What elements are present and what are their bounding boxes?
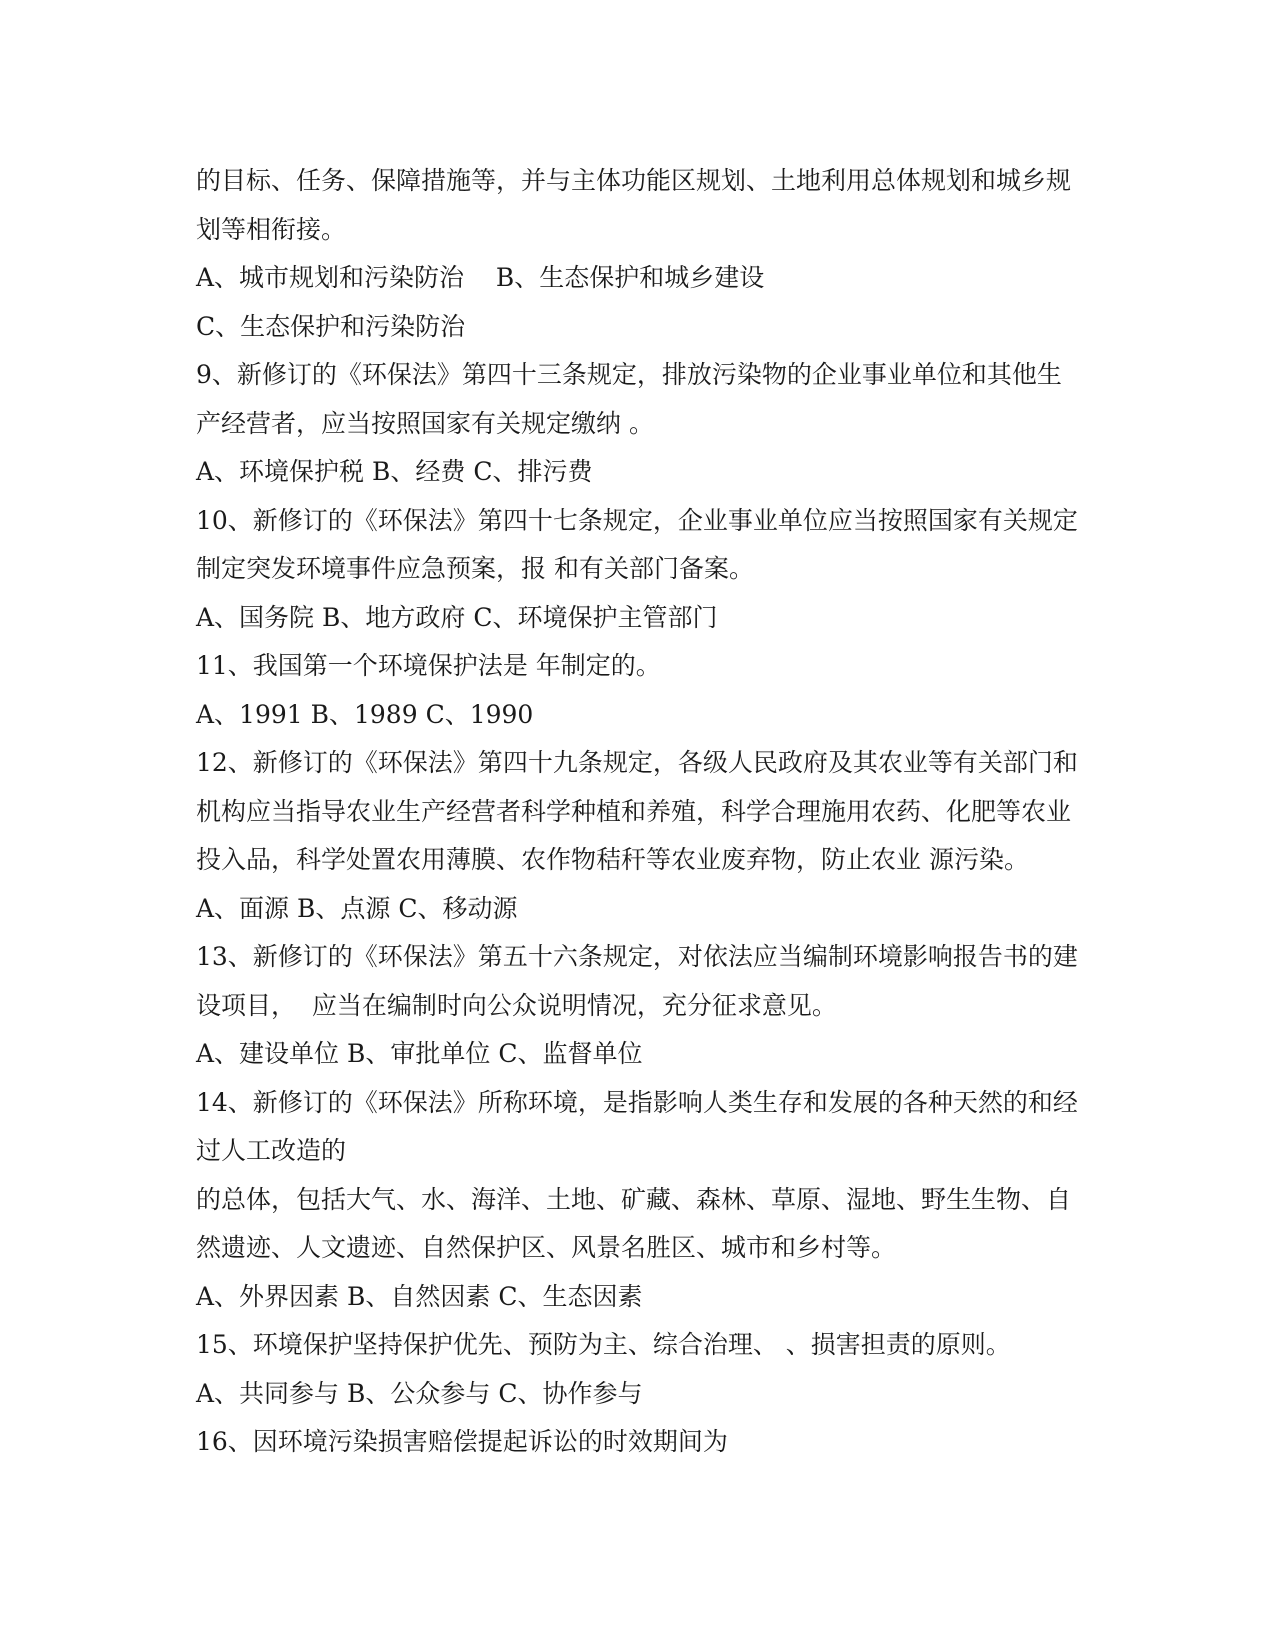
text-line: 过人工改造的 <box>196 1136 347 1165</box>
answer-options: A、1991 B、1989 C、1990 <box>196 699 534 729</box>
question-16: 16、因环境污染损害赔偿提起诉讼的时效期间为 <box>196 1427 728 1456</box>
text-line: 机构应当指导农业生产经营者科学种植和养殖，科学合理施用农药、化肥等农业 <box>196 796 1072 826</box>
question-13: 13、新修订的《环保法》第五十六条规定，对依法应当编制环境影响报告书的建 <box>196 942 1078 971</box>
answer-options: A、共同参与 B、公众参与 C、协作参与 <box>196 1378 643 1408</box>
answer-options: A、国务院 B、地方政府 C、环境保护主管部门 <box>196 602 718 632</box>
text-line: 产经营者，应当按照国家有关规定缴纳 。 <box>196 408 654 438</box>
question-14: 14、新修订的《环保法》所称环境，是指影响人类生存和发展的各种天然的和经 <box>196 1087 1078 1117</box>
answer-options: A、环境保护税 B、经费 C、排污费 <box>196 457 593 486</box>
text-line: 投入品，科学处置农用薄膜、农作物秸秆等农业废弃物，防止农业 源污染。 <box>196 845 1029 874</box>
question-15: 15、环境保护坚持保护优先、预防为主、综合治理、 、损害担责的原则。 <box>196 1330 1011 1359</box>
answer-options: A、建设单位 B、审批单位 C、监督单位 <box>196 1039 643 1068</box>
question-10: 10、新修订的《环保法》第四十七条规定，企业事业单位应当按照国家有关规定 <box>196 505 1078 535</box>
question-9: 9、新修订的《环保法》第四十三条规定，排放污染物的企业事业单位和其他生 <box>196 360 1062 389</box>
text-line: 划等相衔接。 <box>196 214 347 244</box>
text-line: 设项目， 应当在编制时向公众说明情况，充分征求意见。 <box>196 990 837 1020</box>
text-line: 的总体，包括大气、水、海洋、土地、矿藏、森林、草原、湿地、野生生物、自 <box>196 1184 1072 1214</box>
answer-options: C、生态保护和污染防治 <box>196 311 466 341</box>
question-11: 11、我国第一个环境保护法是 年制定的。 <box>196 651 661 680</box>
answer-options: A、面源 B、点源 C、移动源 <box>196 893 518 923</box>
document-body <box>196 157 1076 1467</box>
text-line: 制定突发环境事件应急预案，报 和有关部门备案。 <box>196 554 754 583</box>
question-12: 12、新修订的《环保法》第四十九条规定，各级人民政府及其农业等有关部门和 <box>196 748 1078 777</box>
text-line: 的目标、任务、保障措施等，并与主体功能区规划、土地利用总体规划和城乡规 <box>196 166 1072 195</box>
answer-options: A、城市规划和污染防治 B、生态保护和城乡建设 <box>196 263 765 292</box>
text-line: 然遗迹、人文遗迹、自然保护区、风景名胜区、城市和乡村等。 <box>196 1233 897 1262</box>
answer-options: A、外界因素 B、自然因素 C、生态因素 <box>196 1281 643 1311</box>
